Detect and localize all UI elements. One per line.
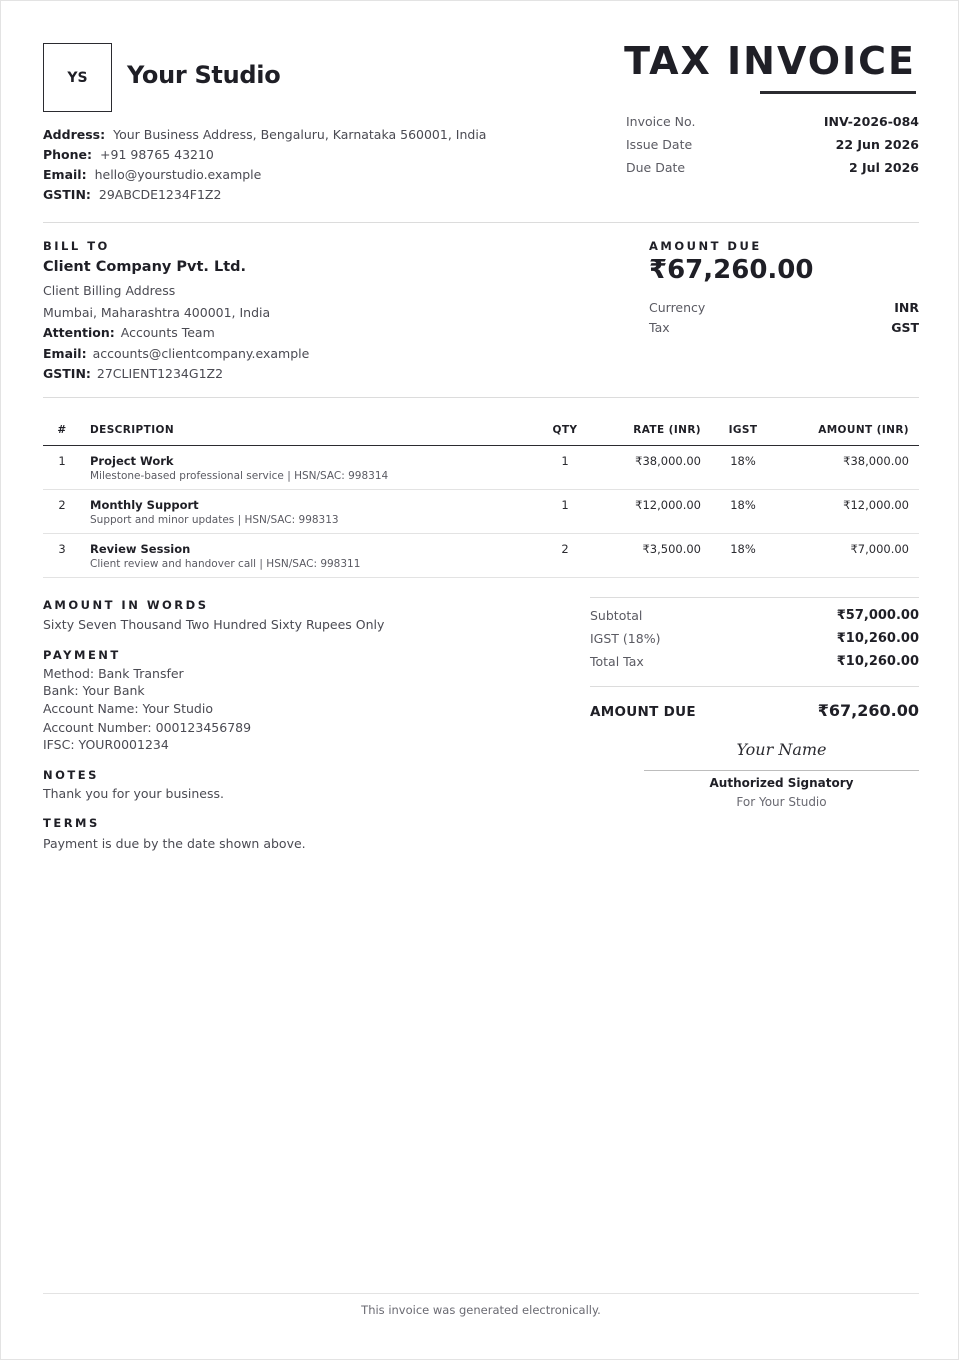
logo-initials: YS — [67, 69, 88, 86]
igst-label: IGST (18%) — [590, 631, 661, 646]
row-rate: ₹12,000.00 — [635, 498, 701, 512]
meta-value: INV-2026-084 — [823, 114, 919, 129]
client-email — [43, 346, 309, 361]
payment-account-number: Account Number: 000123456789 — [43, 720, 252, 735]
meta-label: Due Date — [626, 160, 686, 175]
header-num: # — [57, 424, 67, 436]
header-rate: RATE (INR) — [633, 424, 701, 436]
row-igst: 18% — [730, 542, 756, 556]
payment-heading: PAYMENT — [43, 648, 121, 662]
gstin-value: 29ABCDE1234F1Z2 — [98, 187, 222, 202]
signature-line — [644, 770, 919, 771]
row-detail: Support and minor updates | HSN/SAC: 998313 — [90, 514, 339, 526]
amount-due-heading: AMOUNT DUE — [649, 239, 762, 253]
header-igst: IGST — [728, 424, 758, 436]
terms-heading: TERMS — [43, 816, 100, 830]
row-rate: ₹3,500.00 — [642, 542, 701, 556]
row-rate: ₹38,000.00 — [635, 454, 701, 468]
client-gstin — [43, 366, 223, 381]
signatory-company: For Your Studio — [736, 795, 827, 809]
business-gstin — [43, 187, 221, 202]
phone-label: Phone: — [43, 147, 93, 162]
row-detail: Client review and handover call | HSN/SAC: 998311 — [90, 558, 361, 570]
client-email-value: accounts@clientcompany.example — [92, 346, 310, 361]
footer-text: This invoice was generated electronically. — [361, 1303, 601, 1317]
amount-due-value: ₹67,260.00 — [649, 255, 814, 285]
total-tax-label: Total Tax — [590, 654, 644, 669]
notes-heading: NOTES — [43, 768, 99, 782]
grand-total-row — [590, 701, 919, 720]
header-qty: QTY — [552, 424, 578, 436]
totals-mid-divider — [590, 686, 919, 687]
total-tax-value: ₹10,260.00 — [836, 654, 919, 669]
client-name: Client Company Pvt. Ltd. — [43, 259, 247, 275]
client-gstin-value: 27CLIENT1234G1Z2 — [96, 366, 224, 381]
signatory-label: Authorized Signatory — [709, 776, 854, 790]
footer-divider — [43, 1293, 919, 1294]
grand-total-value: ₹67,260.00 — [817, 701, 919, 720]
table-row — [43, 534, 919, 578]
bill-to-heading: BILL TO — [43, 239, 110, 253]
client-address-line1: Client Billing Address — [43, 283, 176, 298]
currency-label: Currency — [649, 300, 706, 315]
row-num: 3 — [58, 542, 66, 556]
row-detail: Milestone-based professional service | HSN/SAC: 998314 — [90, 470, 389, 482]
tax-value: GST — [891, 320, 919, 335]
phone-value: +91 98765 43210 — [100, 147, 214, 162]
meta-label: Issue Date — [626, 137, 693, 152]
table-row — [43, 490, 919, 534]
amount-in-words-text: Sixty Seven Thousand Two Hundred Sixty Rupees Only — [43, 617, 385, 632]
row-qty: 1 — [561, 498, 569, 512]
amount-in-words-heading: AMOUNT IN WORDS — [43, 598, 209, 612]
signature-name: Your Name — [736, 740, 827, 759]
currency-row — [649, 300, 919, 315]
subtotal-value: ₹57,000.00 — [836, 608, 919, 623]
subtotal-label: Subtotal — [590, 608, 643, 623]
total-tax-row — [590, 654, 919, 669]
payment-account-name: Account Name: Your Studio — [43, 701, 213, 716]
igst-value: ₹10,260.00 — [836, 631, 919, 646]
client-address-line2: Mumbai, Maharashtra 400001, India — [43, 305, 271, 320]
row-amount: ₹12,000.00 — [843, 498, 909, 512]
billto-divider — [43, 397, 919, 398]
table-row — [43, 446, 919, 490]
row-amount: ₹38,000.00 — [843, 454, 909, 468]
meta-value: 22 Jun 2026 — [835, 137, 919, 152]
gstin-label: GSTIN: — [43, 187, 91, 202]
line-items-table — [43, 419, 919, 578]
meta-label: Invoice No. — [626, 114, 696, 129]
address-label: Address: — [43, 127, 106, 142]
email-value: hello@yourstudio.example — [94, 167, 262, 182]
totals-top-divider — [590, 597, 919, 598]
header-divider — [43, 222, 919, 223]
row-amount: ₹7,000.00 — [850, 542, 909, 556]
client-attention — [43, 325, 215, 340]
meta-due-date — [626, 160, 919, 175]
subtotal-row — [590, 608, 919, 623]
row-title: Review Session — [90, 542, 191, 556]
business-address — [43, 127, 486, 142]
currency-value: INR — [894, 300, 919, 315]
header-description: DESCRIPTION — [90, 424, 175, 436]
title-underline — [760, 91, 916, 94]
row-qty: 1 — [561, 454, 569, 468]
grand-total-label: AMOUNT DUE — [590, 704, 696, 720]
row-qty: 2 — [561, 542, 569, 556]
notes-text: Thank you for your business. — [43, 786, 224, 801]
row-igst: 18% — [730, 454, 756, 468]
attention-label: Attention: — [43, 325, 115, 340]
studio-name: Your Studio — [127, 61, 281, 89]
tax-label: Tax — [649, 320, 670, 335]
client-email-label: Email: — [43, 346, 87, 361]
business-email — [43, 167, 261, 182]
row-num: 1 — [58, 454, 66, 468]
address-value: Your Business Address, Bengaluru, Karnataka 560001, India — [113, 127, 487, 142]
meta-invoice-no — [626, 114, 919, 129]
meta-value: 2 Jul 2026 — [848, 160, 919, 175]
row-title: Project Work — [90, 454, 174, 468]
igst-row — [590, 631, 919, 646]
meta-issue-date — [626, 137, 919, 152]
payment-bank: Bank: Your Bank — [43, 683, 145, 698]
studio-logo — [43, 43, 112, 112]
attention-value: Accounts Team — [120, 325, 215, 340]
client-gstin-label: GSTIN: — [43, 366, 91, 381]
email-label: Email: — [43, 167, 87, 182]
tax-row — [649, 320, 919, 335]
row-igst: 18% — [730, 498, 756, 512]
header-amount: AMOUNT (INR) — [818, 424, 909, 436]
payment-method: Method: Bank Transfer — [43, 666, 184, 681]
terms-text: Payment is due by the date shown above. — [43, 836, 306, 851]
business-phone — [43, 147, 214, 162]
payment-ifsc: IFSC: YOUR0001234 — [43, 737, 169, 752]
document-title: TAX INVOICE — [624, 39, 916, 83]
table-header — [43, 419, 919, 446]
row-title: Monthly Support — [90, 498, 199, 512]
row-num: 2 — [58, 498, 66, 512]
